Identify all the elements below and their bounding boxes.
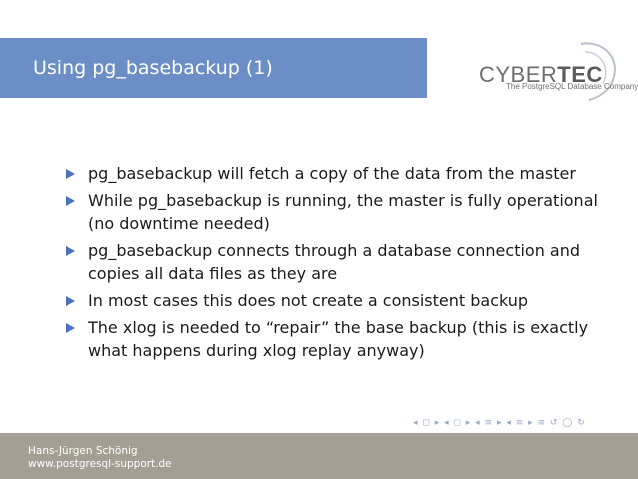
triangle-bullet-icon xyxy=(66,169,75,179)
triangle-bullet-icon xyxy=(66,323,75,333)
footer-website: www.postgresql-support.de xyxy=(28,458,172,470)
footer-author: Hans-Jürgen Schönig xyxy=(28,445,138,457)
bullet-item xyxy=(66,239,606,285)
logo-tagline: The PostgreSQL Database Company xyxy=(506,82,638,91)
triangle-bullet-icon xyxy=(66,196,75,206)
bullet-item xyxy=(66,189,606,235)
bullet-text: While pg_basebackup is running, the master is fully operational (no downtime needed) xyxy=(88,191,598,233)
bullet-list xyxy=(66,162,606,366)
triangle-bullet-icon xyxy=(66,246,75,256)
logo-wordmark: CYBERTEC xyxy=(479,62,603,87)
bullet-item xyxy=(66,162,606,185)
bullet-text: pg_basebackup will fetch a copy of the data from the master xyxy=(88,164,576,183)
triangle-bullet-icon xyxy=(66,296,75,306)
bullet-item xyxy=(66,289,606,312)
bullet-text: pg_basebackup connects through a database connection and copies all data files as they are xyxy=(88,241,581,283)
bullet-text: In most cases this does not create a consistent backup xyxy=(88,291,529,310)
beamer-navigation-icons[interactable]: ◂ ◻ ▸ ◂ ◻ ▸ ◂ ≡ ▸ ◂ ≡ ▸ ≡ ↺ ◯ ↻ xyxy=(413,418,586,428)
footer-bar xyxy=(0,433,638,479)
slide-title: Using pg_basebackup (1) xyxy=(33,57,273,79)
bullet-item xyxy=(66,316,606,362)
bullet-text: The xlog is needed to “repair” the base backup (this is exactly what happens during xlog replay anyway) xyxy=(88,318,589,360)
